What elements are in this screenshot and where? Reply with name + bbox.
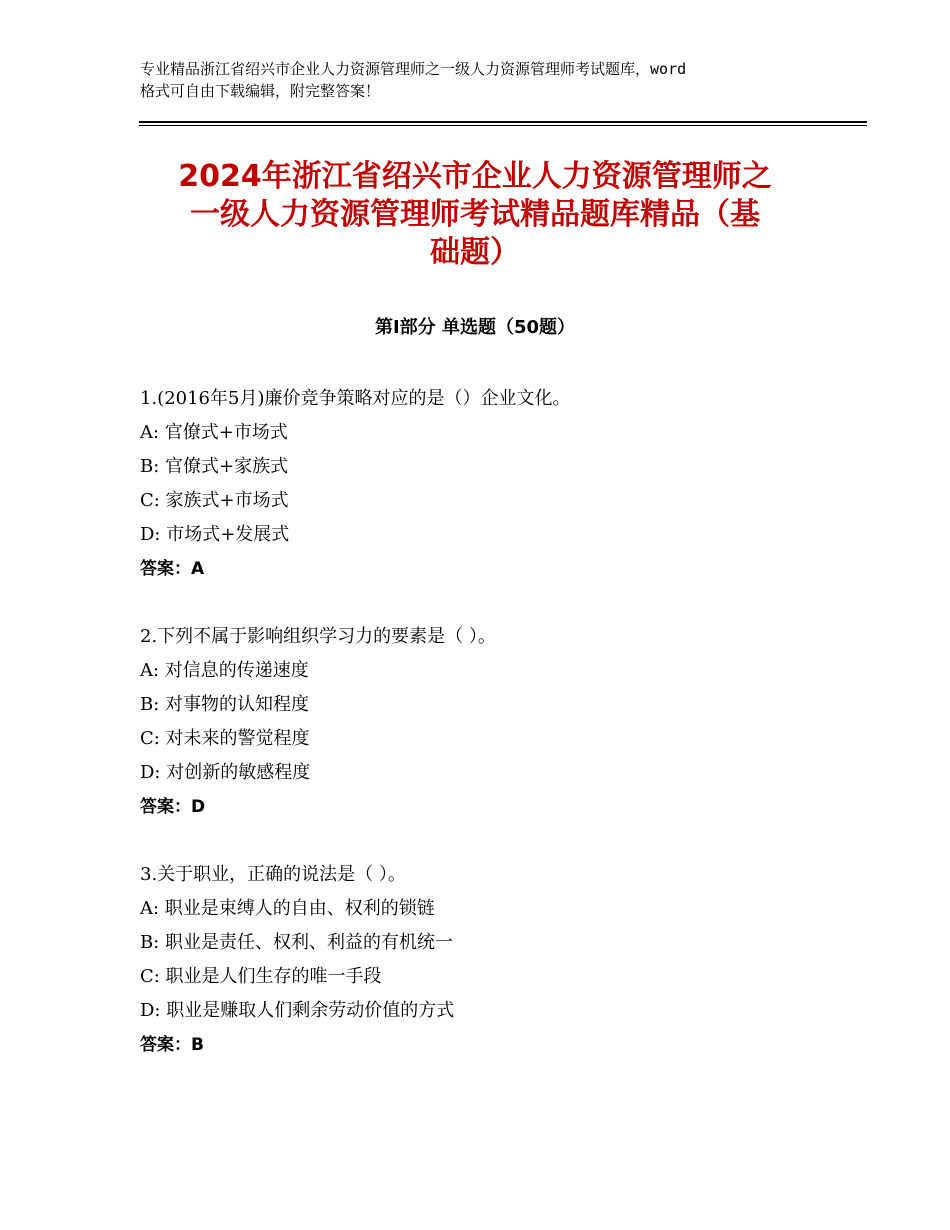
- section-heading: 第Ⅰ部分 单选题（50题）: [374, 317, 575, 338]
- header-divider-thin: [139, 125, 867, 126]
- question-answer: 答案：A: [140, 559, 205, 579]
- document-title-line: 础题）: [430, 235, 520, 270]
- question-item: [140, 382, 860, 586]
- question-option: C: 对未来的警觉程度: [140, 728, 310, 749]
- question-option: D: 市场式+发展式: [140, 524, 290, 545]
- question-item: [140, 858, 860, 1062]
- question-option: B: 官僚式+家族式: [140, 456, 289, 477]
- question-option: D: 职业是赚取人们剩余劳动价值的方式: [140, 1000, 455, 1021]
- question-option: C: 家族式+市场式: [140, 490, 289, 511]
- question-option: A: 官僚式+市场式: [140, 422, 288, 443]
- question-option: B: 职业是责任、权利、利益的有机统一: [140, 932, 454, 953]
- header-divider: [139, 121, 867, 123]
- header-note: [140, 58, 830, 102]
- question-option: B: 对事物的认知程度: [140, 694, 310, 715]
- question-item: [140, 620, 860, 824]
- header-note-line: 专业精品浙江省绍兴市企业人力资源管理师之一级人力资源管理师考试题库，word: [140, 60, 687, 78]
- question-option: A: 职业是束缚人的自由、权利的锁链: [140, 898, 435, 919]
- document-title: [130, 158, 820, 272]
- question-stem: 3.关于职业，正确的说法是（ ）。: [140, 864, 406, 885]
- document-title-line: 2024年浙江省绍兴市企业人力资源管理师之: [178, 159, 772, 194]
- question-option: A: 对信息的传递速度: [140, 660, 309, 681]
- question-stem: 1.(2016年5月)廉价竞争策略对应的是（）企业文化。: [140, 388, 571, 409]
- document-title-line: 一级人力资源管理师考试精品题库精品（基: [190, 197, 760, 232]
- question-answer: 答案：B: [140, 1035, 204, 1055]
- question-option: C: 职业是人们生存的唯一手段: [140, 966, 382, 987]
- question-stem: 2.下列不属于影响组织学习力的要素是（ ）。: [140, 626, 496, 647]
- question-answer: 答案：D: [140, 797, 206, 817]
- question-list: [140, 382, 860, 1096]
- question-option: D: 对创新的敏感程度: [140, 762, 311, 783]
- header-note-line: 格式可自由下载编辑，附完整答案！: [140, 82, 381, 100]
